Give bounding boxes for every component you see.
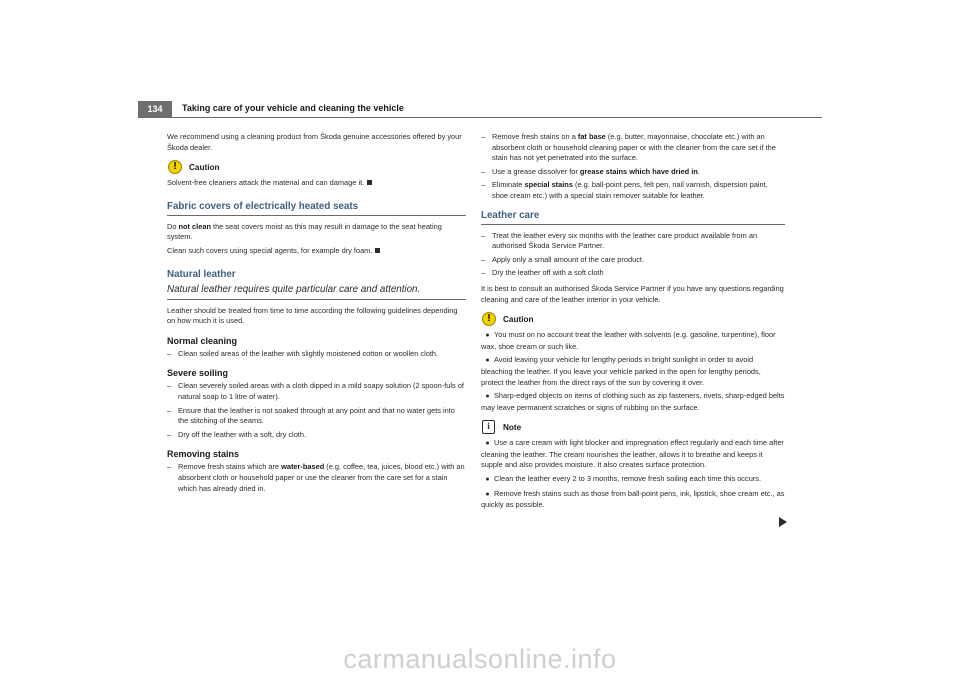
page-header: [138, 101, 822, 118]
list-item: ● You must on no account treat the leather with solvents (e.g. gasoline, turpentine), floor wax, shoe cream or such like.: [481, 330, 776, 351]
caution-box-header: [167, 159, 466, 177]
page-title: Taking care of your vehicle and cleaning the vehicle: [182, 103, 404, 113]
section-rule: [481, 222, 785, 225]
info-icon: i: [482, 420, 495, 434]
warning-icon: !: [168, 160, 182, 174]
subheading-severe-soiling: Severe soiling: [167, 368, 229, 379]
next-page-arrow-icon[interactable]: [779, 517, 787, 527]
list-item: ● Remove fresh stains such as those from ball-point pens, ink, lipstick, shoe cream etc., as quickly as possible.: [481, 488, 785, 510]
list-item: – Ensure that the leather is not soaked through at any point and that no water gets into the stitching of the seams.: [167, 405, 455, 426]
list-item: – Clean severely soiled areas with a cloth dipped in a mild soapy solution (2 spoon-fuls of natural soap to 1 litre of water).: [167, 381, 464, 401]
section-heading-fabric: Fabric covers of electrically heated seats: [167, 200, 359, 212]
list-item: ● Use a care cream with light blocker and impregnation effect regularly and each time after cleaning the leather. The cream nourishes the leather, allows it to breathe and keeps it supple and also provides moisture. It also creates surface protection.: [481, 438, 784, 470]
section-rule: [167, 299, 466, 300]
section-heading-natural-leather: Natural leather: [167, 268, 236, 280]
list-item: – Apply only a small amount of the care product.: [481, 254, 644, 264]
caution-title: Caution: [189, 163, 220, 173]
subheading-normal-cleaning: Normal cleaning: [167, 335, 238, 346]
end-of-section-mark: [367, 180, 372, 185]
warning-icon: !: [482, 312, 496, 326]
caution-title: Caution: [503, 315, 534, 325]
section-rule: [167, 213, 466, 216]
list-item: – Treat the leather every six months with the leather care product available from an authorised Škoda Service Partner.: [481, 230, 758, 251]
leather-care-advice: It is best to consult an authorised Škoda Service Partner if you have any questions regarding cleaning and care of the leather interior in your vehicle.: [481, 283, 784, 304]
end-of-section-mark: [375, 248, 380, 253]
subheading-removing-stains: Removing stains: [167, 449, 240, 460]
intro-paragraph: We recommend using a cleaning product from Škoda genuine accessories offered by your Škoda dealer.: [167, 132, 462, 152]
fabric-paragraph-1: Do not clean the seat covers moist as this may result in damage to the seat heating system.: [167, 221, 442, 242]
list-item: ● Sharp-edged objects on items of clothing such as zip fasteners, rivets, sharp-edged belts may leave permanent scratches or signs of rubbing on the surface.: [481, 391, 785, 412]
list-item: – Remove fresh stains on a fat base (e.g. butter, mayonnaise, chocolate etc.) with an absorbent cloth or household cleaning paper or with the cleaner from the care set if the stain has not yet penetrated into the surface.: [481, 132, 776, 163]
page-number: 134: [138, 101, 172, 117]
list-item: ● Clean the leather every 2 to 3 months, remove fresh soiling each time this occurs.: [485, 474, 762, 484]
list-item: – Clean soiled areas of the leather with slightly moistened cotton or woollen cloth.: [167, 348, 439, 358]
section-heading-leather-care: Leather care: [481, 209, 540, 221]
left-column: [167, 132, 466, 497]
section-subheading: Natural leather requires quite particular care and attention.: [167, 283, 421, 295]
note-box-header: [481, 419, 785, 437]
fabric-paragraph-2: Clean such covers using special agents, for example dry foam.: [167, 246, 466, 257]
note-title: Note: [503, 423, 522, 433]
caution-text: Solvent-free cleaners attack the material and can damage it.: [167, 178, 466, 189]
list-item: – Dry the leather off with a soft cloth: [481, 268, 604, 278]
list-item: – Dry off the leather with a soft, dry cloth.: [167, 429, 307, 439]
natural-leather-intro: Leather should be treated from time to time according the following guidelines depending on how much it is used.: [167, 305, 458, 326]
list-item: – Remove fresh stains which are water-based (e.g. coffee, tea, juices, blood etc.) with an absorbent cloth or household paper or use the cleaner from the care set for a stain which has already dried in.: [167, 462, 465, 493]
right-column: [481, 132, 785, 514]
watermark: carmanualsonline.info: [343, 644, 617, 674]
list-item: – Eliminate special stains (e.g. ball-point pens, felt pen, nail varnish, dispersion paint, shoe cream etc.) with a special stain remover suitable for leather.: [481, 180, 768, 200]
list-item: ● Avoid leaving your vehicle for lengthy periods in bright sunlight in order to avoid bleaching the leather. If you leave your vehicle parked in the open for lengthy periods, protect the leather from the direct rays of the sun by covering it over.: [481, 355, 761, 387]
list-item: – Use a grease dissolver for grease stains which have dried in.: [481, 166, 700, 176]
caution-box-header: [481, 311, 785, 329]
